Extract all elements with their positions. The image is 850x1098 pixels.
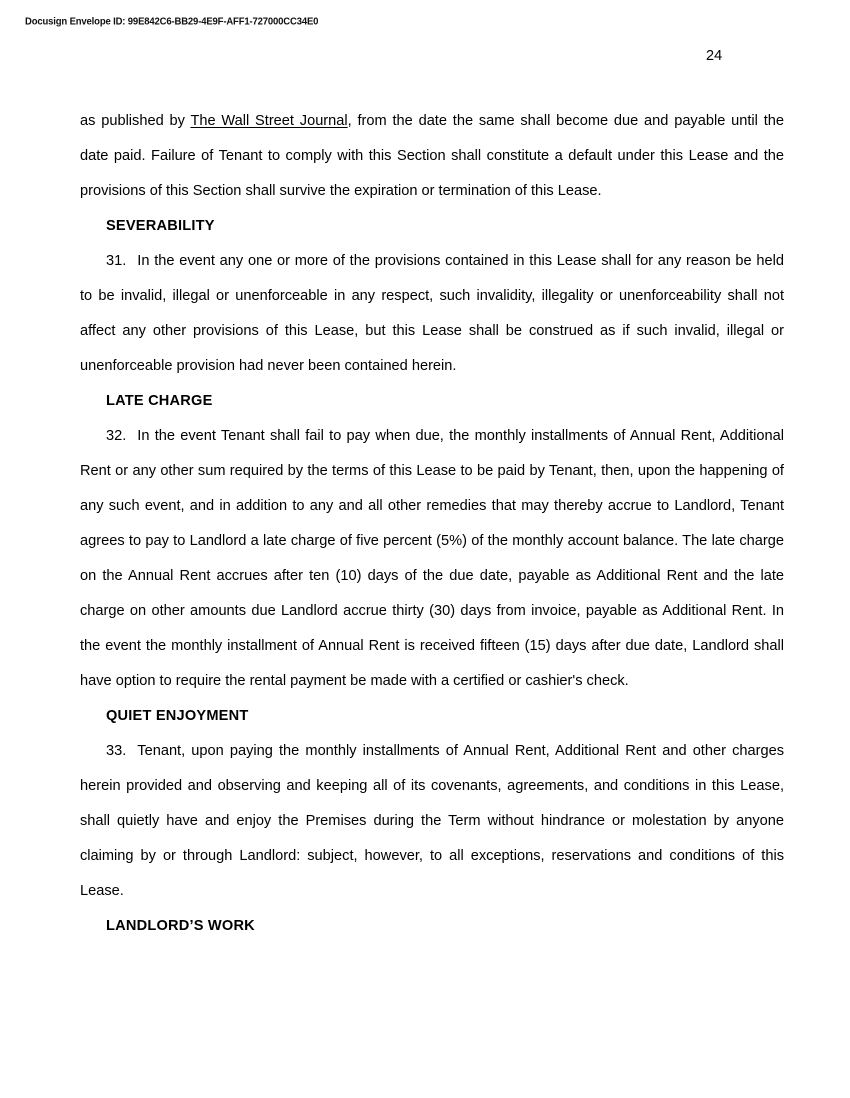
docusign-envelope-id: Docusign Envelope ID: 99E842C6-BB29-4E9F-AFF1-727000CC34E0 xyxy=(25,16,319,28)
continued-paragraph-rest: , from the date the same shall become due and payable until the date paid. Failure of Tenant to comply with this Section shall constitute a default under this Lease and the provisions of this Section shall survive the expiration or termination of this Lease. xyxy=(80,113,784,199)
section-heading-landlords-work: LANDLORD’S WORK xyxy=(106,918,255,934)
section-text-33: Tenant, upon paying the monthly installments of Annual Rent, Additional Rent and other charges herein provided and observing and keeping all of its covenants, agreements, and conditions in this Lease, shall quietly have and enjoy the Premises during the Term without hindrance or molestation by anyone claiming by or through Landlord: subject, however, to all exceptions, reservations and conditions of this Lease. xyxy=(80,743,784,899)
section-text-31: In the event any one or more of the provisions contained in this Lease shall for any reason be held to be invalid, illegal or unenforceable in any respect, such invalidity, illegality or unenforceability shall not affect any other provisions of this Lease, but this Lease shall be construed as if such invalid, illegal or unenforceable provision had never been contained herein. xyxy=(80,253,784,374)
continued-paragraph xyxy=(80,104,784,209)
section-paragraph-33 xyxy=(80,734,784,909)
section-paragraph-31 xyxy=(80,244,784,384)
section-paragraph-32 xyxy=(80,419,784,699)
section-heading-late-charge: LATE CHARGE xyxy=(106,393,213,409)
section-heading-quiet-enjoyment: QUIET ENJOYMENT xyxy=(106,708,249,724)
document-body xyxy=(80,104,784,944)
section-number-32: 32. xyxy=(106,428,127,444)
section-text-32: In the event Tenant shall fail to pay when due, the monthly installments of Annual Rent, Additional Rent or any other sum required by the terms of this Lease to be paid by Tenant, then, upon the happening of any such event, and in addition to any and all other remedies that may thereby accrue to Landlord, Tenant agrees to pay to Landlord a late charge of five percent (5%) of the monthly account balance. The late charge on the Annual Rent accrues after ten (10) days of the due date, payable as Additional Rent and the late charge on other amounts due Landlord accrue thirty (30) days from invoice, payable as Additional Rent. In the event the monthly installment of Annual Rent is received fifteen (15) days after due date, Landlord shall have option to require the rental payment be made with a certified or cashier's check. xyxy=(80,428,784,689)
page-number: 24 xyxy=(706,48,723,64)
section-number-33: 33. xyxy=(106,743,127,759)
section-number-31: 31. xyxy=(106,253,127,269)
publication-title: The Wall Street Journal xyxy=(190,113,348,129)
section-heading-severability: SEVERABILITY xyxy=(106,218,215,234)
continued-paragraph-lead: as published by xyxy=(80,113,191,129)
